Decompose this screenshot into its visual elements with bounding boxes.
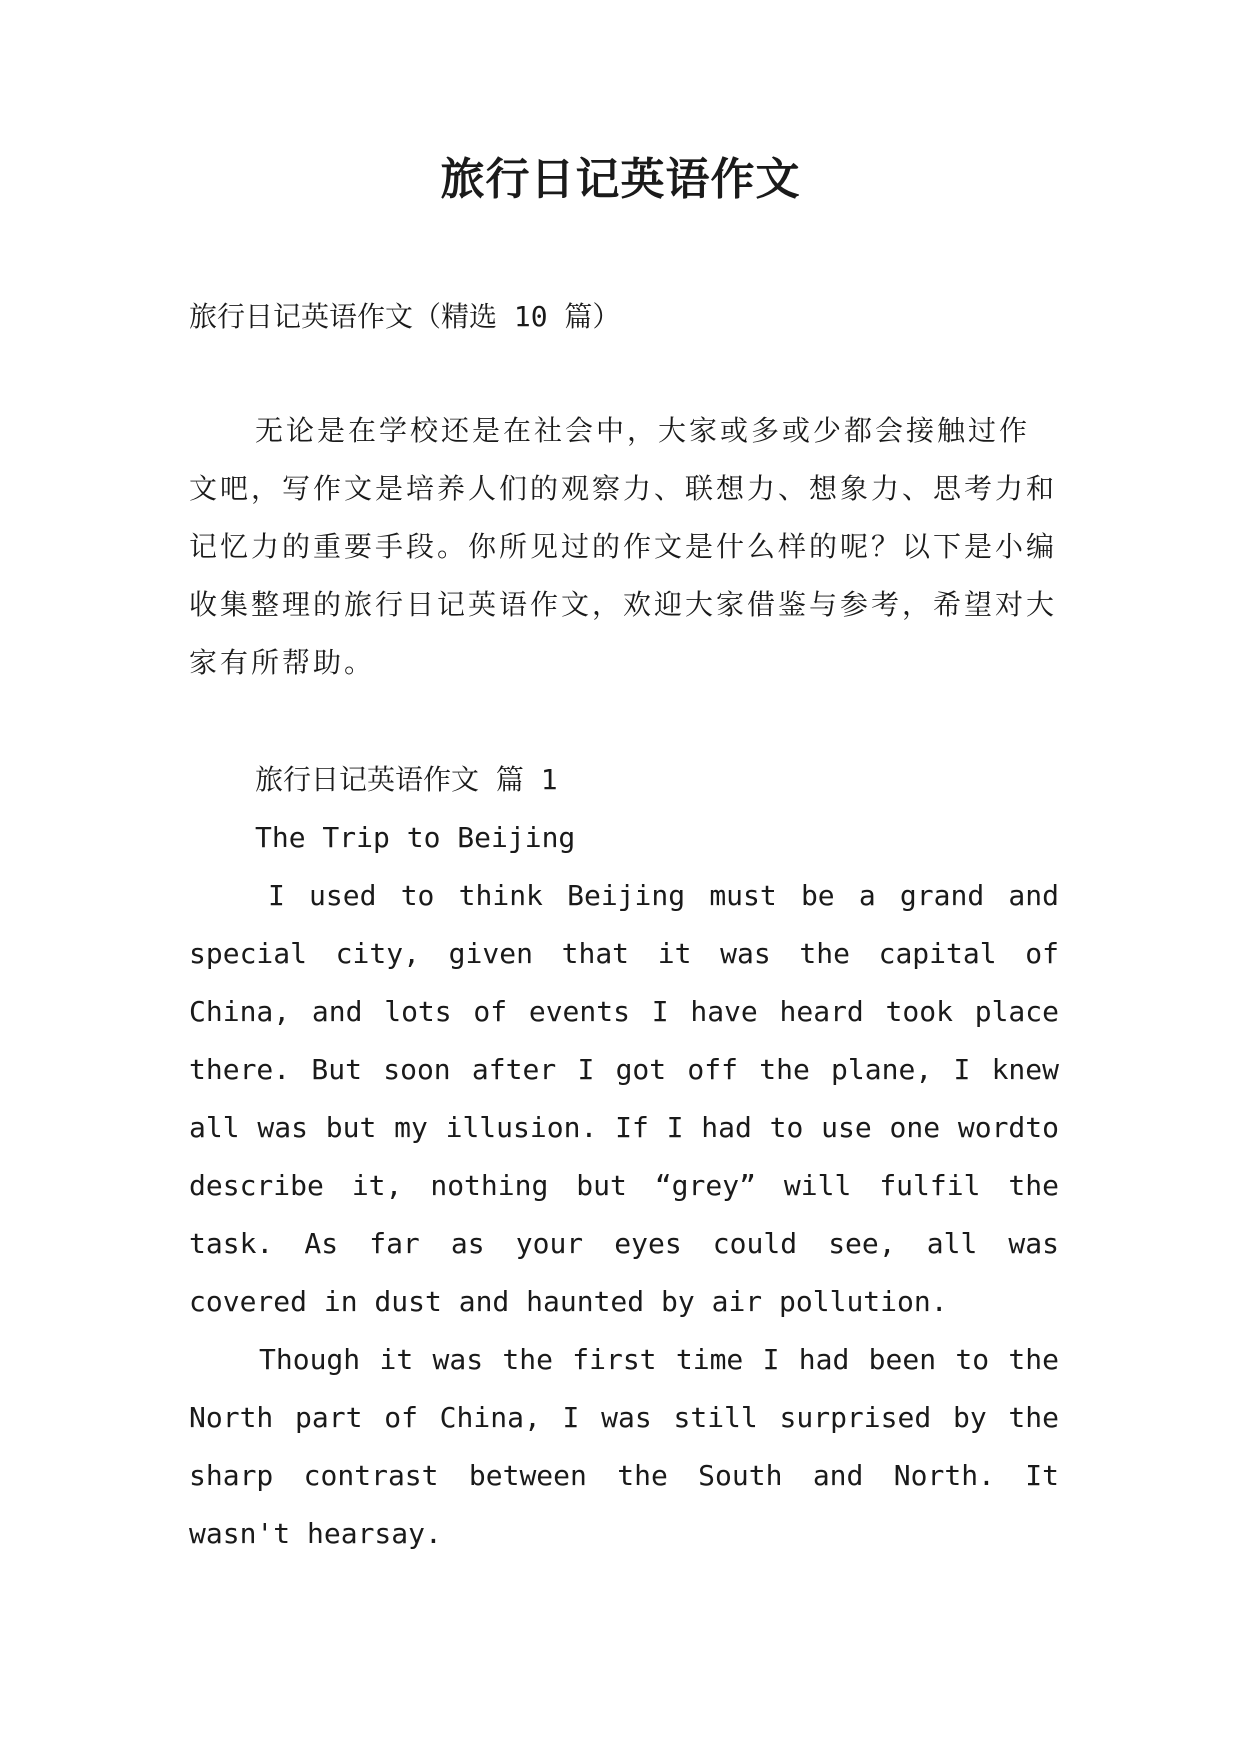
essay-paragraph: Though it was the first time I had been to the North part of China, I was still surprised by the sharp contrast between the South and North. It wasn't hearsay. — [189, 1343, 1059, 1550]
intro-paragraph: 无论是在学校还是在社会中，大家或多或少都会接触过作文吧，写作文是培养人们的观察力、联想力、想象力、思考力和记忆力的重要手段。你所见过的作文是什么样的呢？以下是小编收集整理的旅行日记英语作文，欢迎大家借鉴与参考，希望对大家有所帮助。 — [189, 414, 1058, 679]
document-subtitle: 旅行日记英语作文（精选 10 篇） — [189, 300, 621, 333]
essay-title: The Trip to Beijing — [255, 821, 576, 854]
essay-paragraph: I used to think Beijing must be a grand and special city, given that it was the capital of China, and lots of events I have heard took place there. But soon after I got off the plane, I knew all was but my illusion. If I had to use one wordto describe it, nothing but “grey” will fulfil the task. As far as your eyes could see, all was covered in dust and haunted by air pollution. — [189, 879, 1059, 1318]
section-heading: 旅行日记英语作文 篇 1 — [255, 763, 558, 796]
document-title: 旅行日记英语作文 — [440, 154, 801, 205]
